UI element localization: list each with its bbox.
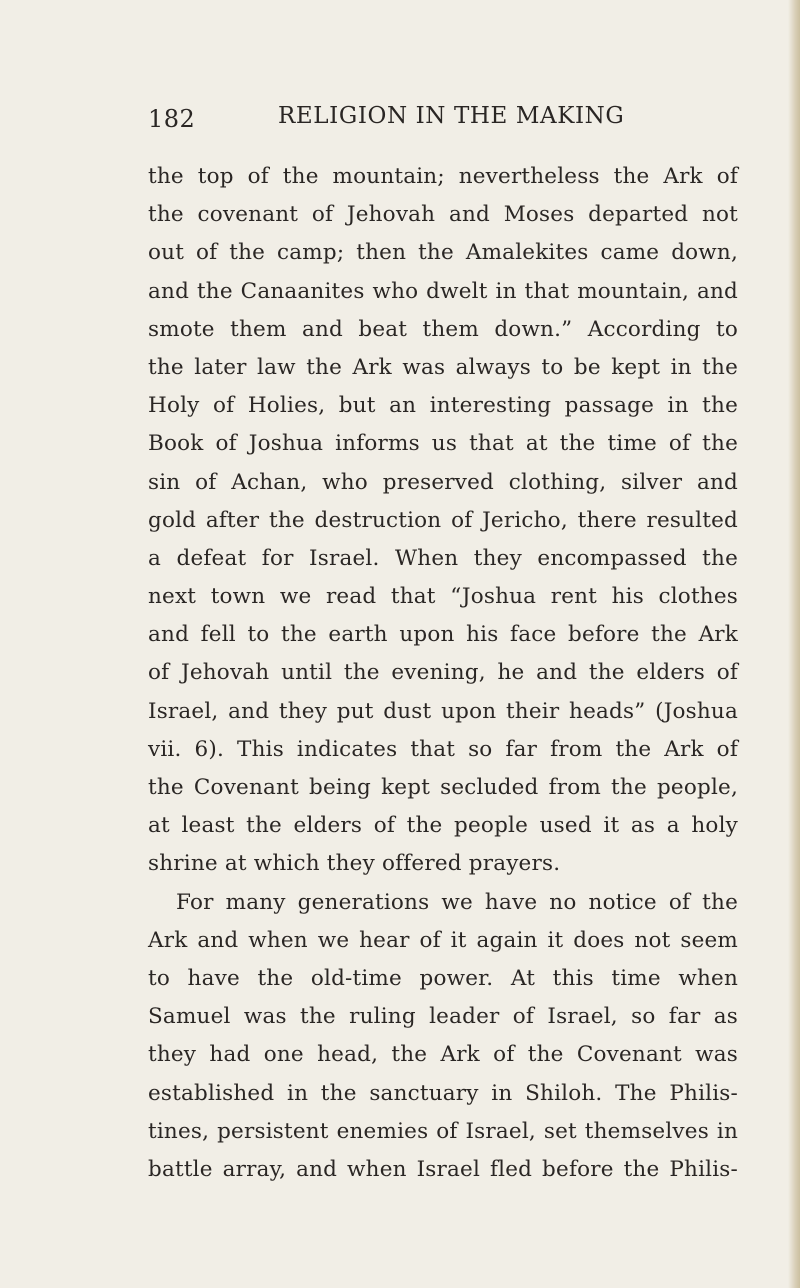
text-line: smote them and beat them down.” According to <box>148 316 738 342</box>
page-edge-shadow <box>788 0 800 1288</box>
text-line: Samuel was the ruling leader of Israel, so far as <box>148 1004 738 1030</box>
text-line: and the Canaanites who dwelt in that mountain, and <box>148 278 738 304</box>
text-line: established in the sanctuary in Shiloh. The Philis- <box>148 1080 738 1106</box>
paragraph-start-line: For many generations we have no notice of the <box>176 889 738 915</box>
text-line: Holy of Holies, but an interesting passage in the <box>148 393 738 419</box>
text-line: at least the elders of the people used it as a holy <box>148 813 738 839</box>
text-line: of Jehovah until the evening, he and the elders of <box>148 660 738 686</box>
text-line: they had one head, the Ark of the Covenant was <box>148 1042 738 1068</box>
text-line: Ark and when we hear of it again it does not seem <box>148 927 738 953</box>
text-line: tines, persistent enemies of Israel, set themselves in <box>148 1118 738 1144</box>
text-line: out of the camp; then the Amalekites came down, <box>148 240 738 266</box>
text-line: battle array, and when Israel fled before the Philis- <box>148 1156 738 1182</box>
text-line: and fell to the earth upon his face before the Ark <box>148 622 738 648</box>
text-line: vii. 6). This indicates that so far from the Ark of <box>148 736 738 762</box>
text-line: the covenant of Jehovah and Moses departed not <box>148 202 738 228</box>
paragraph-end-line: shrine at which they offered prayers. <box>148 851 561 877</box>
body-text <box>148 158 738 1189</box>
text-line: the later law the Ark was always to be kept in the <box>148 354 738 380</box>
text-line: Book of Joshua informs us that at the time of the <box>148 431 738 457</box>
page-number: 182 <box>148 105 196 133</box>
text-line: a defeat for Israel. When they encompassed the <box>148 545 738 571</box>
text-line: sin of Achan, who preserved clothing, silver and <box>148 469 738 495</box>
text-line: Israel, and they put dust upon their heads” (Joshua <box>148 698 738 724</box>
text-line: to have the old-time power. At this time when <box>148 965 738 991</box>
text-line: the top of the mountain; nevertheless the Ark of <box>148 164 738 189</box>
text-line: the Covenant being kept secluded from the people, <box>148 775 738 800</box>
running-head: RELIGION IN THE MAKING <box>278 103 625 129</box>
page-header <box>148 103 708 139</box>
text-line: gold after the destruction of Jericho, there resulted <box>148 507 738 533</box>
text-line: next town we read that “Joshua rent his clothes <box>148 584 738 610</box>
